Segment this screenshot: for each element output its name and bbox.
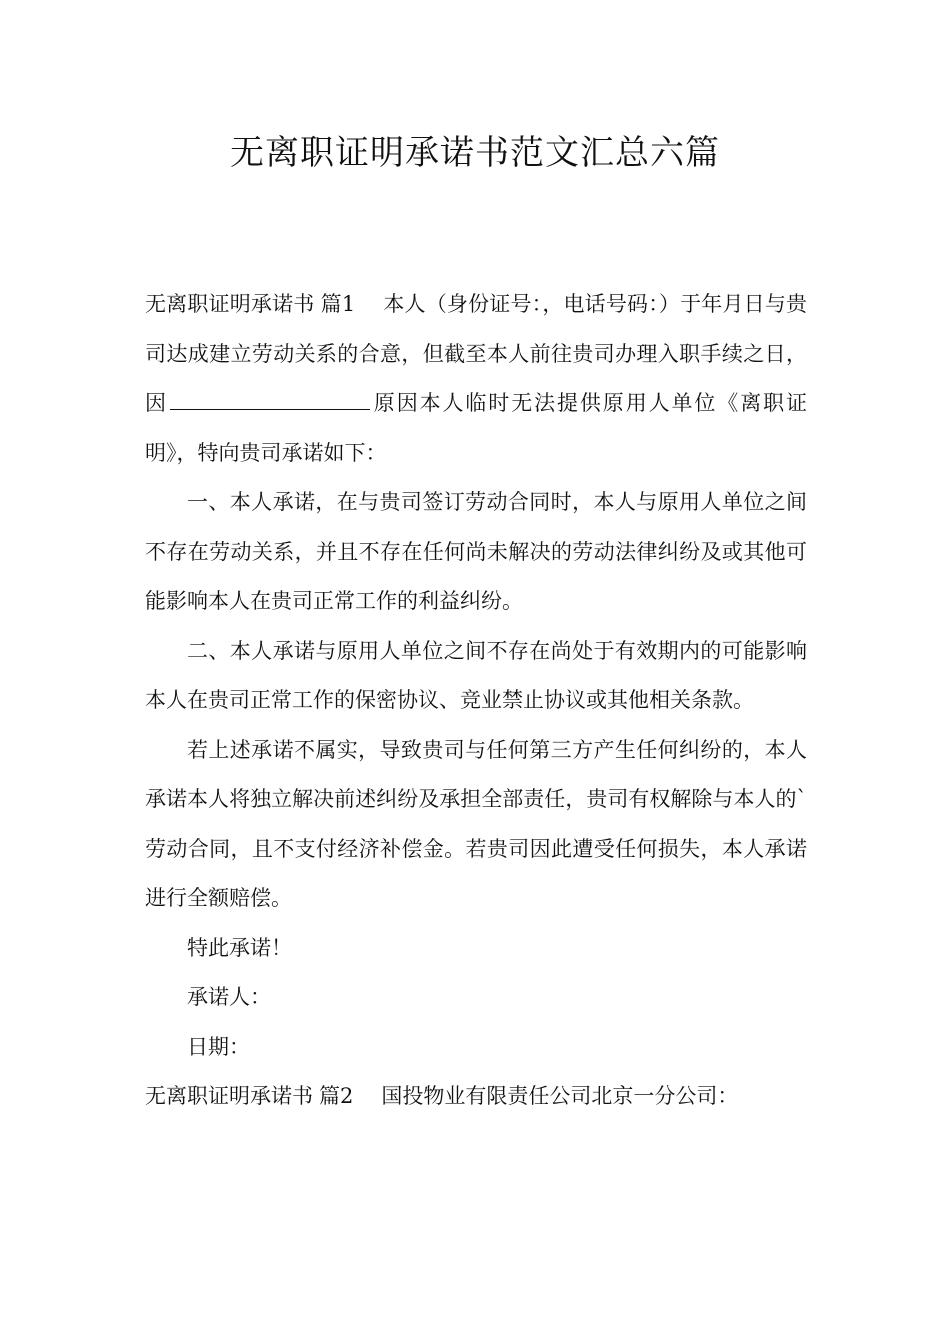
section1-item3: 若上述承诺不属实，导致贵司与任何第三方产生任何纠纷的，本人承诺本人将独立解决前述纠纷及承担全部责任，贵司有权解除与本人的`劳动合同，且不支付经济补偿金。若贵司因此遭受任何损失，本人承诺进行全额赔偿。 — [145, 737, 807, 910]
section1-opening-b: 原因本人临时无法提供原用人单位《离职证明》，特向贵司承诺如下： — [145, 391, 808, 465]
section1-item2: 二、本人承诺与原用人单位之间不存在尚处于有效期内的可能影响本人在贵司正常工作的保密协议、竞业禁止协议或其他相关条款。 — [145, 638, 807, 712]
section2-addressee: 国投物业有限责任公司北京一分公司： — [381, 1084, 739, 1108]
document-title: 无离职证明承诺书范文汇总六篇 — [230, 133, 720, 173]
section1-heading: 无离职证明承诺书 — [145, 292, 315, 316]
section1-opening-a: 本人（身份证号：，电话号码：）于年月日与贵司达成建立劳动关系的合意，但截至本人前往贵司办理入职手续之日，因 — [145, 292, 807, 415]
section1-intro-paragraph — [145, 280, 807, 478]
section1-closing: 特此承诺！ — [187, 935, 292, 960]
document-body — [145, 280, 807, 1122]
section1-signer-label: 承诺人： — [187, 985, 271, 1009]
section1-number: 篇1 — [320, 292, 356, 316]
section2-number: 篇2 — [319, 1084, 354, 1108]
section1-item1: 一、本人承诺，在与贵司签订劳动合同时，本人与原用人单位之间不存在劳动关系，并且不存在任何尚未解决的劳动法律纠纷及或其他可能影响本人在贵司正常工作的利益纠纷。 — [145, 490, 807, 613]
section2-intro-paragraph — [145, 1072, 807, 1122]
section1-date-label: 日期： — [187, 1034, 250, 1059]
section2-heading: 无离职证明承诺书 — [145, 1084, 313, 1108]
reason-blank-line — [170, 391, 370, 410]
